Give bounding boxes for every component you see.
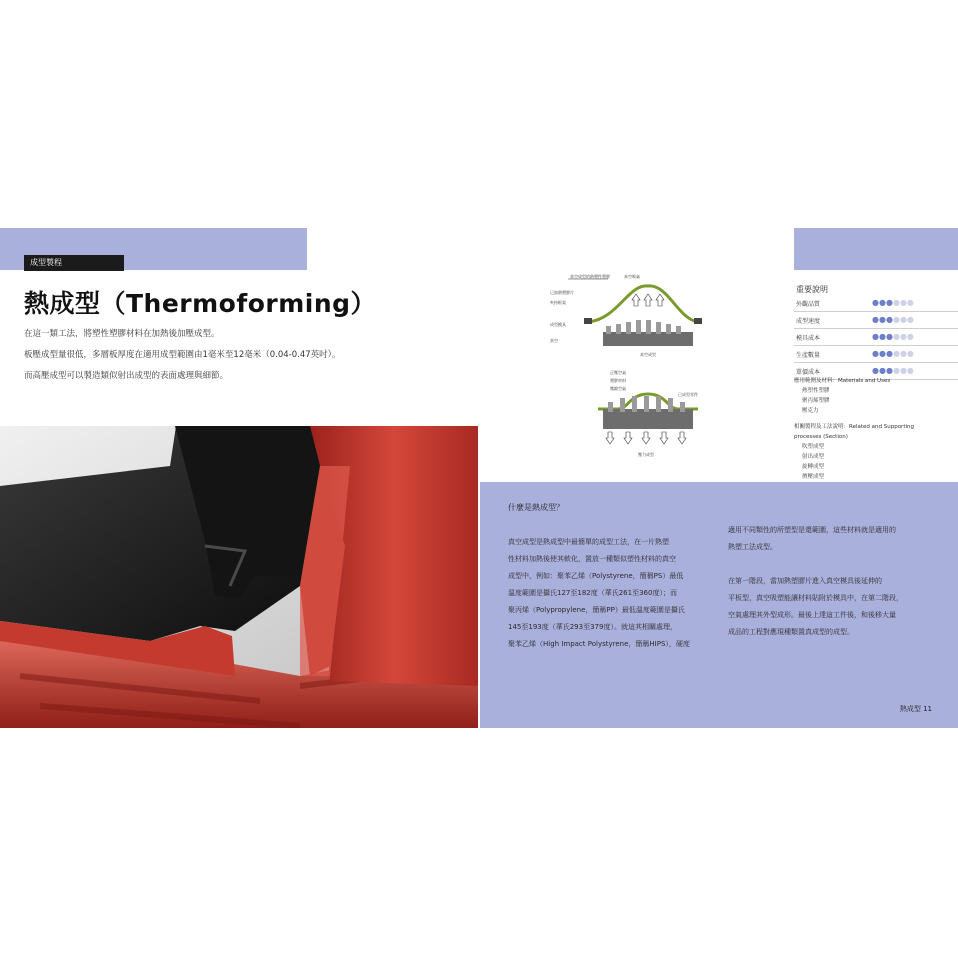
star-icon: ● <box>878 332 886 341</box>
star-icon: ● <box>892 298 900 307</box>
rating-stars <box>872 366 914 375</box>
panel-line: 成品的工程對應現種類置真成型的成型。 <box>728 628 854 636</box>
diagram-label: 壓縮空氣 <box>610 386 626 391</box>
info-panel <box>480 482 958 728</box>
panel-line: 成型中，例如：聚苯乙烯（Polystyrene，簡稱PS）最低 <box>508 572 684 580</box>
photo-illustration <box>0 426 478 728</box>
thermoforming-diagram <box>548 274 718 464</box>
page-number: 11 <box>923 705 932 713</box>
chapter-tag: 成型製程 <box>24 255 124 271</box>
star-icon: ● <box>906 349 914 358</box>
right-header-band <box>794 228 958 270</box>
panel-line: 熱塑工法成型。 <box>728 543 777 551</box>
panel-line: 空氣處理其外型成形。最後上達這工件後，和後移大量 <box>728 611 896 619</box>
rating-label: 單價成本 <box>796 369 821 376</box>
diagram-label: 正壓空氣 <box>610 370 626 375</box>
rating-row <box>794 346 958 363</box>
side-note-item: 聚丙烯塑膠 <box>802 398 830 404</box>
rating-stars <box>872 315 914 324</box>
star-icon: ● <box>899 366 907 375</box>
thermoformed-part-photo <box>0 426 478 728</box>
star-icon: ● <box>872 298 879 307</box>
side-note-item: 擠壓成型 <box>802 474 825 480</box>
star-icon: ● <box>906 366 914 375</box>
panel-line: 聚苯乙烯（High Impact Polystyrene，簡稱HIPS），硬度 <box>508 640 690 648</box>
star-icon: ● <box>885 332 893 341</box>
star-icon: ● <box>906 332 914 341</box>
diagram-caption: 真空成型 <box>640 352 656 357</box>
panel-column-2 <box>728 522 903 641</box>
side-notes-title: 應用範圍及材料：Materials and Uses <box>794 378 891 384</box>
diagram-label: 夾持框架 <box>550 300 566 305</box>
panel-line: 適用不同類性的所塑型是還範圍，這些材料就是適用的 <box>728 526 896 534</box>
ratings-heading: 重要說明 <box>796 285 828 294</box>
star-icon: ● <box>878 315 886 324</box>
star-icon: ● <box>892 349 900 358</box>
side-note-item: 熱塑性塑膠 <box>802 388 830 394</box>
rating-label: 外觀品質 <box>796 301 821 308</box>
diagram-label: 真空成型的熱塑性塑膠 <box>570 274 610 279</box>
diagram-label: 成型模具 <box>550 322 566 327</box>
star-icon: ● <box>899 315 907 324</box>
book-spread <box>0 228 958 728</box>
panel-column-1 <box>508 534 690 653</box>
rating-row <box>794 329 958 346</box>
panel-line: 145至193度（華氏293至379度）。就這其相關處理， <box>508 623 677 631</box>
star-icon: ● <box>892 315 900 324</box>
star-icon: ● <box>872 349 879 358</box>
rating-stars <box>872 298 914 307</box>
side-notes-subtitle: processes (Section) <box>794 434 848 440</box>
page-footer <box>900 704 932 714</box>
side-note-item: 旋轉成型 <box>802 464 825 470</box>
ratings-table <box>794 284 958 380</box>
panel-title: 什麼是熱成型？ <box>508 503 564 512</box>
rating-stars <box>872 349 914 358</box>
diagram-label: 塑膠材料 <box>610 378 626 383</box>
diagram-label: 已加熱塑膠片 <box>550 290 574 295</box>
diagram-label: 真空吸氣 <box>624 274 640 279</box>
page-label: 熱成型 <box>899 705 921 713</box>
panel-line <box>728 556 903 573</box>
intro-line: 而高壓成型可以製造類似射出成型的表面處理與細節。 <box>24 371 229 381</box>
side-note-item: 射出成型 <box>802 454 825 460</box>
star-icon: ● <box>899 298 907 307</box>
rating-stars <box>872 332 914 341</box>
diagram-label: 真空 <box>550 338 558 343</box>
star-icon: ● <box>885 366 893 375</box>
star-icon: ● <box>899 349 907 358</box>
intro-line: 板壓成型量很低，多層板厚度在適用成型範圍由1毫米至12毫米（0.04-0.47英吋）。 <box>24 350 341 360</box>
vacuum-forming-diagram <box>550 274 702 357</box>
star-icon: ● <box>872 315 879 324</box>
star-icon: ● <box>906 315 914 324</box>
panel-line: 性材料加熱後使其軟化，置放一種類似塑性材料的真空 <box>508 555 676 563</box>
rating-row <box>794 312 958 329</box>
rating-label: 生產數量 <box>796 352 821 359</box>
intro-line: 在這一類工法，將塑性塑膠材料在加熱後加壓成型。 <box>24 329 220 339</box>
star-icon: ● <box>906 298 914 307</box>
star-icon: ● <box>872 366 879 375</box>
star-icon: ● <box>872 332 879 341</box>
star-icon: ● <box>885 349 893 358</box>
side-note-item: 壓克力 <box>802 408 819 414</box>
page-title: 熱成型（Thermoforming） <box>24 289 377 318</box>
rating-label: 成型速度 <box>796 318 821 325</box>
panel-line: 溫度範圍是攝氏127至182度（華氏261至360度）；而 <box>508 589 677 597</box>
star-icon: ● <box>899 332 907 341</box>
side-notes <box>794 376 958 482</box>
panel-line: 在第一階段，當加熱塑膠片進入真空模具後延伸的 <box>728 577 882 585</box>
side-note-item: 吹塑成型 <box>802 444 825 450</box>
diagram-label: 已成型零件 <box>678 392 698 397</box>
diagram-caption: 壓力成型 <box>638 452 654 457</box>
star-icon: ● <box>878 298 886 307</box>
star-icon: ● <box>885 298 893 307</box>
star-icon: ● <box>878 349 886 358</box>
star-icon: ● <box>885 315 893 324</box>
star-icon: ● <box>892 332 900 341</box>
side-notes-title: 相關製程及工法說明：Related and Supporting <box>794 424 914 430</box>
panel-line: 聚丙烯（Polypropylene，簡稱PP）最低溫度範圍是攝氏 <box>508 606 685 614</box>
intro-paragraph <box>24 324 444 387</box>
pressure-forming-diagram <box>598 369 698 457</box>
panel-line: 真空成型是熱成型中最簡單的成型工法，在一片熱塑 <box>508 538 669 546</box>
rating-label: 模具成本 <box>796 335 821 342</box>
panel-line: 平板型，真空吸塑能讓材料貼附於模具中，在第二階段， <box>728 594 903 602</box>
rating-row <box>794 295 958 312</box>
star-icon: ● <box>878 366 886 375</box>
star-icon: ● <box>892 366 900 375</box>
